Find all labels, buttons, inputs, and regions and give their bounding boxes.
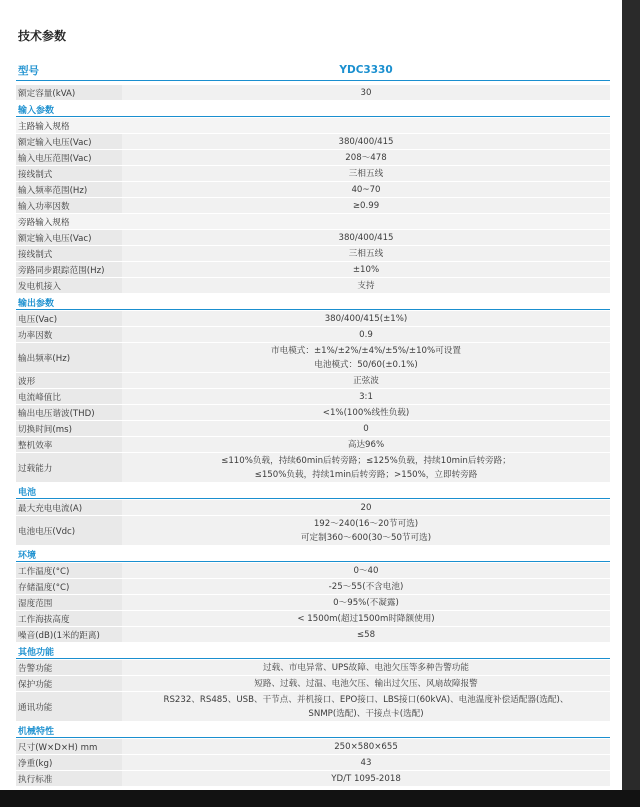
section-heading-mechanical: 机械特性 (16, 722, 610, 739)
spec-row: 工作温度(°C) 0～40 (16, 563, 610, 579)
spec-row: 工作海拔高度 < 1500m(超过1500m时降额使用) (16, 611, 610, 627)
spec-row: 输出电压谐波(THD) <1%(100%线性负载) (16, 405, 610, 421)
spec-row: 电压(Vac) 380/400/415(±1%) (16, 311, 610, 327)
spec-row: 噪音(dB)(1米的距离) ≤58 (16, 627, 610, 643)
spec-row: 功率因数 0.9 (16, 327, 610, 343)
spec-row: 接线制式 三相五线 (16, 166, 610, 182)
screen-edge-right (622, 0, 640, 790)
subheading-bypass-input: 旁路输入规格 (16, 214, 610, 230)
spec-row: 额定输入电压(Vac) 380/400/415 (16, 230, 610, 246)
spec-row: 波形 正弦波 (16, 373, 610, 389)
spec-row: 接线制式 三相五线 (16, 246, 610, 262)
section-heading-other: 其他功能 (16, 643, 610, 660)
spec-row: 保护功能 短路、过载、过温、电池欠压、输出过欠压、风扇故障报警 (16, 676, 610, 692)
model-label: 型号 (18, 64, 39, 77)
spec-row: 告警功能 过载、市电异常、UPS故障、电池欠压等多种告警功能 (16, 660, 610, 676)
spec-row: 执行标准 YD/T 1095-2018 (16, 771, 610, 787)
spec-row: 净重(kg) 43 (16, 755, 610, 771)
spec-row: 切换时间(ms) 0 (16, 421, 610, 437)
spec-row: 电池电压(Vdc) 192～240(16～20节可选) 可定制360～600(30～50节可选) (16, 516, 610, 546)
spec-row: 额定容量(kVA) 30 (16, 85, 610, 101)
model-value: YDC3330 (339, 64, 393, 76)
model-row (16, 60, 610, 81)
spec-row: 存储温度(°C) -25～55(不含电池) (16, 579, 610, 595)
spec-row: 输出频率(Hz) 市电模式：±1%/±2%/±4%/±5%/±10%可设置 电池模式：50/60(±0.1%) (16, 343, 610, 373)
spec-row: 输入频率范围(Hz) 40~70 (16, 182, 610, 198)
spec-row: 整机效率 高达96% (16, 437, 610, 453)
spec-row: 输入功率因数 ≥0.99 (16, 198, 610, 214)
spec-row: 输入电压范围(Vac) 208～478 (16, 150, 610, 166)
subheading-main-input: 主路输入规格 (16, 118, 610, 134)
section-heading-environment: 环境 (16, 546, 610, 563)
screen-edge-bottom (0, 790, 640, 807)
section-heading-output: 输出参数 (16, 294, 610, 311)
spec-row: 电流峰值比 3:1 (16, 389, 610, 405)
spec-row: 通讯功能 RS232、RS485、USB、干节点、并机接口、EPO接口、LBS接口(60kVA)、电池温度补偿适配器(选配)、 SNMP(选配)、干接点卡(选配) (16, 692, 610, 722)
spec-row: 旁路同步跟踪范围(Hz) ±10% (16, 262, 610, 278)
spec-row: 湿度范围 0～95%(不凝露) (16, 595, 610, 611)
spec-row: 发电机接入 支持 (16, 278, 610, 294)
spec-table (16, 60, 610, 787)
section-heading-battery: 电池 (16, 483, 610, 500)
page-title: 技术参数 (18, 29, 67, 43)
spec-row: 过载能力 ≤110%负载，持续60min后转旁路；≤125%负载，持续10min后转旁路； ≤150%负载，持续1min后转旁路；>150%，立即转旁路 (16, 453, 610, 483)
spec-row: 额定输入电压(Vac) 380/400/415 (16, 134, 610, 150)
spec-row: 最大充电电流(A) 20 (16, 500, 610, 516)
section-heading-input: 输入参数 (16, 101, 610, 118)
spec-row: 尺寸(W×D×H) mm 250×580×655 (16, 739, 610, 755)
